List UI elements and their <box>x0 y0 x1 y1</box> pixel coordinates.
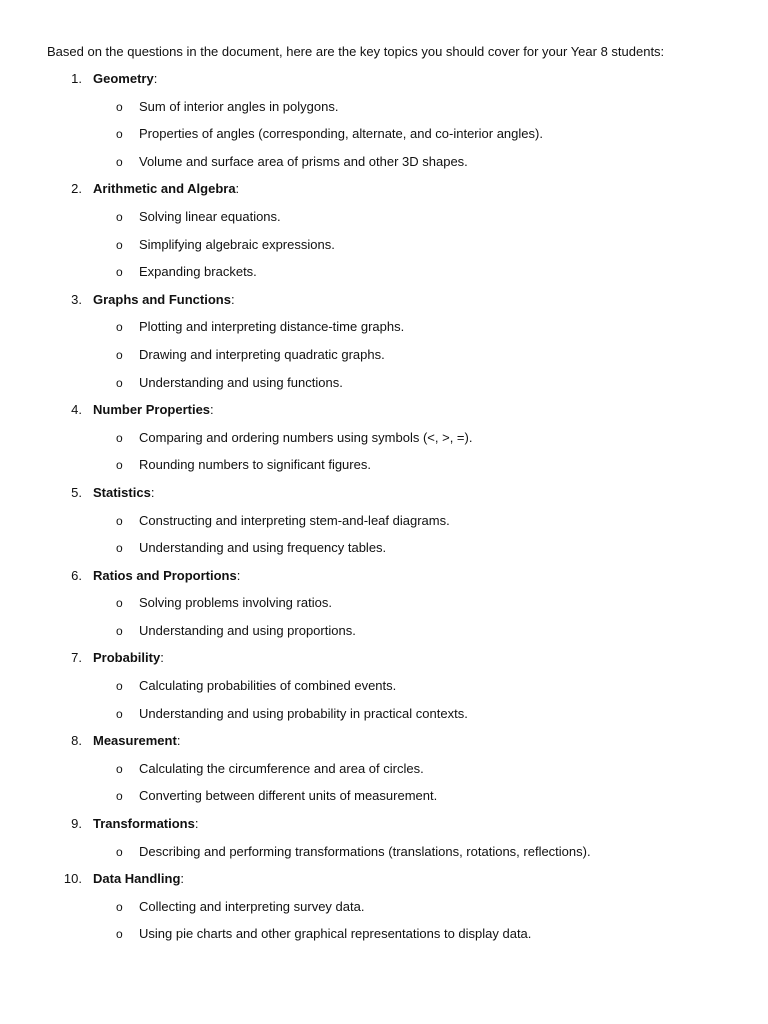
hollow-bullet-icon: o <box>116 127 123 142</box>
subtopic-item <box>0 98 768 126</box>
subtopic-text: Solving problems involving ratios. <box>139 595 332 611</box>
topic-title-text: Data Handling <box>93 871 181 887</box>
topic-title-text: Transformations <box>93 816 195 832</box>
hollow-bullet-icon: o <box>116 596 123 611</box>
topic-title <box>93 732 180 750</box>
hollow-bullet-icon: o <box>116 706 123 721</box>
topic-title-colon: : <box>235 181 240 197</box>
topic-number: 4. <box>71 402 82 418</box>
subtopic-item <box>0 843 768 871</box>
topic-item <box>0 70 768 180</box>
subtopic-text: Understanding and using proportions. <box>139 622 356 638</box>
subtopic-text: Constructing and interpreting stem-and-leaf diagrams. <box>139 512 450 528</box>
subtopic-item <box>0 346 768 374</box>
topic-heading <box>0 180 768 208</box>
topic-title-colon: : <box>180 871 185 887</box>
topic-heading <box>0 815 768 843</box>
hollow-bullet-icon: o <box>116 541 123 556</box>
topic-item <box>0 567 768 650</box>
subtopic-text: Plotting and interpreting distance-time graphs. <box>139 319 405 335</box>
subtopic-item <box>0 787 768 815</box>
subtopic-text: Volume and surface area of prisms and other 3D shapes. <box>139 153 468 169</box>
hollow-bullet-icon: o <box>116 209 123 224</box>
subtopic-item <box>0 236 768 264</box>
subtopic-item <box>0 512 768 540</box>
topic-title-text: Statistics <box>93 484 151 500</box>
topic-number: 1. <box>71 71 82 86</box>
topic-heading <box>0 567 768 595</box>
subtopic-item <box>0 898 768 926</box>
subtopic-item <box>0 760 768 788</box>
intro-paragraph: Based on the questions in the document, here are the key topics you should cover for your Year 8 students: <box>47 44 665 59</box>
subtopic-text: Expanding brackets. <box>139 264 257 280</box>
topic-title-text: Arithmetic and Algebra <box>93 181 236 197</box>
topic-title-text: Measurement <box>93 733 177 749</box>
topic-number: 7. <box>71 650 82 666</box>
hollow-bullet-icon: o <box>116 623 123 638</box>
topic-title <box>93 70 157 88</box>
topic-number: 8. <box>71 733 82 749</box>
hollow-bullet-icon: o <box>116 99 123 114</box>
subtopic-text: Simplifying algebraic expressions. <box>139 236 335 252</box>
hollow-bullet-icon: o <box>116 347 123 362</box>
subtopic-text: Collecting and interpreting survey data. <box>139 898 365 914</box>
hollow-bullet-icon: o <box>116 789 123 804</box>
subtopic-item <box>0 208 768 236</box>
topic-number: 2. <box>71 181 82 197</box>
topic-title-colon: : <box>160 650 164 666</box>
topic-item <box>0 870 768 953</box>
topic-number: 6. <box>71 567 82 583</box>
topic-title <box>93 815 198 833</box>
subtopic-item <box>0 456 768 484</box>
hollow-bullet-icon: o <box>116 320 123 335</box>
topic-title-colon: : <box>210 402 214 418</box>
hollow-bullet-icon: o <box>116 513 123 528</box>
subtopic-item <box>0 153 768 181</box>
topic-item <box>0 180 768 290</box>
topic-number: 10. <box>63 871 82 887</box>
subtopic-item <box>0 622 768 650</box>
topic-title-colon: : <box>176 733 181 749</box>
hollow-bullet-icon: o <box>116 927 123 942</box>
topic-number: 5. <box>71 484 82 500</box>
topic-title-colon: : <box>153 71 158 86</box>
subtopic-text: Using pie charts and other graphical representations to display data. <box>139 926 532 942</box>
subtopic-text: Calculating probabilities of combined events. <box>139 678 397 694</box>
topic-title-text: Number Properties <box>93 402 211 418</box>
topic-heading <box>0 732 768 760</box>
topic-heading <box>0 870 768 898</box>
topic-title <box>93 567 240 585</box>
topic-title-text: Geometry <box>93 71 154 86</box>
topic-number: 3. <box>71 291 82 307</box>
subtopic-text: Drawing and interpreting quadratic graphs. <box>139 346 385 362</box>
topic-heading <box>0 401 768 429</box>
hollow-bullet-icon: o <box>116 761 123 776</box>
topic-title <box>93 291 235 309</box>
subtopic-text: Understanding and using probability in practical contexts. <box>139 705 468 721</box>
topic-heading <box>0 649 768 677</box>
subtopic-item <box>0 539 768 567</box>
topic-title <box>93 484 154 502</box>
hollow-bullet-icon: o <box>116 844 123 859</box>
topic-heading <box>0 484 768 512</box>
hollow-bullet-icon: o <box>116 679 123 694</box>
topic-title <box>93 180 239 198</box>
topic-title-text: Ratios and Proportions <box>93 567 237 583</box>
topic-heading <box>0 291 768 319</box>
topic-title <box>93 401 214 419</box>
subtopic-item <box>0 705 768 733</box>
topic-title-text: Graphs and Functions <box>93 291 231 307</box>
hollow-bullet-icon: o <box>116 375 123 390</box>
topic-item <box>0 815 768 870</box>
topic-item <box>0 732 768 815</box>
topic-list <box>0 70 768 953</box>
topic-item <box>0 291 768 401</box>
topic-heading <box>0 70 768 98</box>
subtopic-text: Understanding and using frequency tables. <box>139 540 387 556</box>
topic-title-colon: : <box>236 567 241 583</box>
topic-title <box>93 649 164 667</box>
hollow-bullet-icon: o <box>116 430 123 445</box>
subtopic-text: Calculating the circumference and area of circles. <box>139 760 424 776</box>
topic-title-colon: : <box>230 291 235 307</box>
subtopic-item <box>0 318 768 346</box>
hollow-bullet-icon: o <box>116 265 123 280</box>
topic-title <box>93 870 184 888</box>
subtopic-text: Rounding numbers to significant figures. <box>139 457 371 473</box>
subtopic-item <box>0 125 768 153</box>
subtopic-text: Comparing and ordering numbers using symbols (<, >, =). <box>139 429 473 445</box>
hollow-bullet-icon: o <box>116 154 123 169</box>
subtopic-text: Solving linear equations. <box>139 208 281 224</box>
topic-title-colon: : <box>194 816 199 832</box>
topic-item <box>0 401 768 484</box>
topic-title-colon: : <box>150 484 155 500</box>
hollow-bullet-icon: o <box>116 899 123 914</box>
topic-item <box>0 484 768 567</box>
subtopic-item <box>0 677 768 705</box>
subtopic-item <box>0 429 768 457</box>
topic-item <box>0 649 768 732</box>
hollow-bullet-icon: o <box>116 237 123 252</box>
subtopic-item <box>0 594 768 622</box>
subtopic-text: Understanding and using functions. <box>139 374 343 390</box>
subtopic-text: Converting between different units of measurement. <box>139 788 438 804</box>
topic-title-text: Probability <box>93 650 161 666</box>
subtopic-text: Properties of angles (corresponding, alternate, and co-interior angles). <box>139 126 543 142</box>
subtopic-item <box>0 925 768 953</box>
topic-number: 9. <box>71 816 82 832</box>
hollow-bullet-icon: o <box>116 458 123 473</box>
subtopic-text: Describing and performing transformations (translations, rotations, reflections). <box>139 843 591 859</box>
subtopic-item <box>0 263 768 291</box>
subtopic-text: Sum of interior angles in polygons. <box>139 98 339 114</box>
subtopic-item <box>0 374 768 402</box>
